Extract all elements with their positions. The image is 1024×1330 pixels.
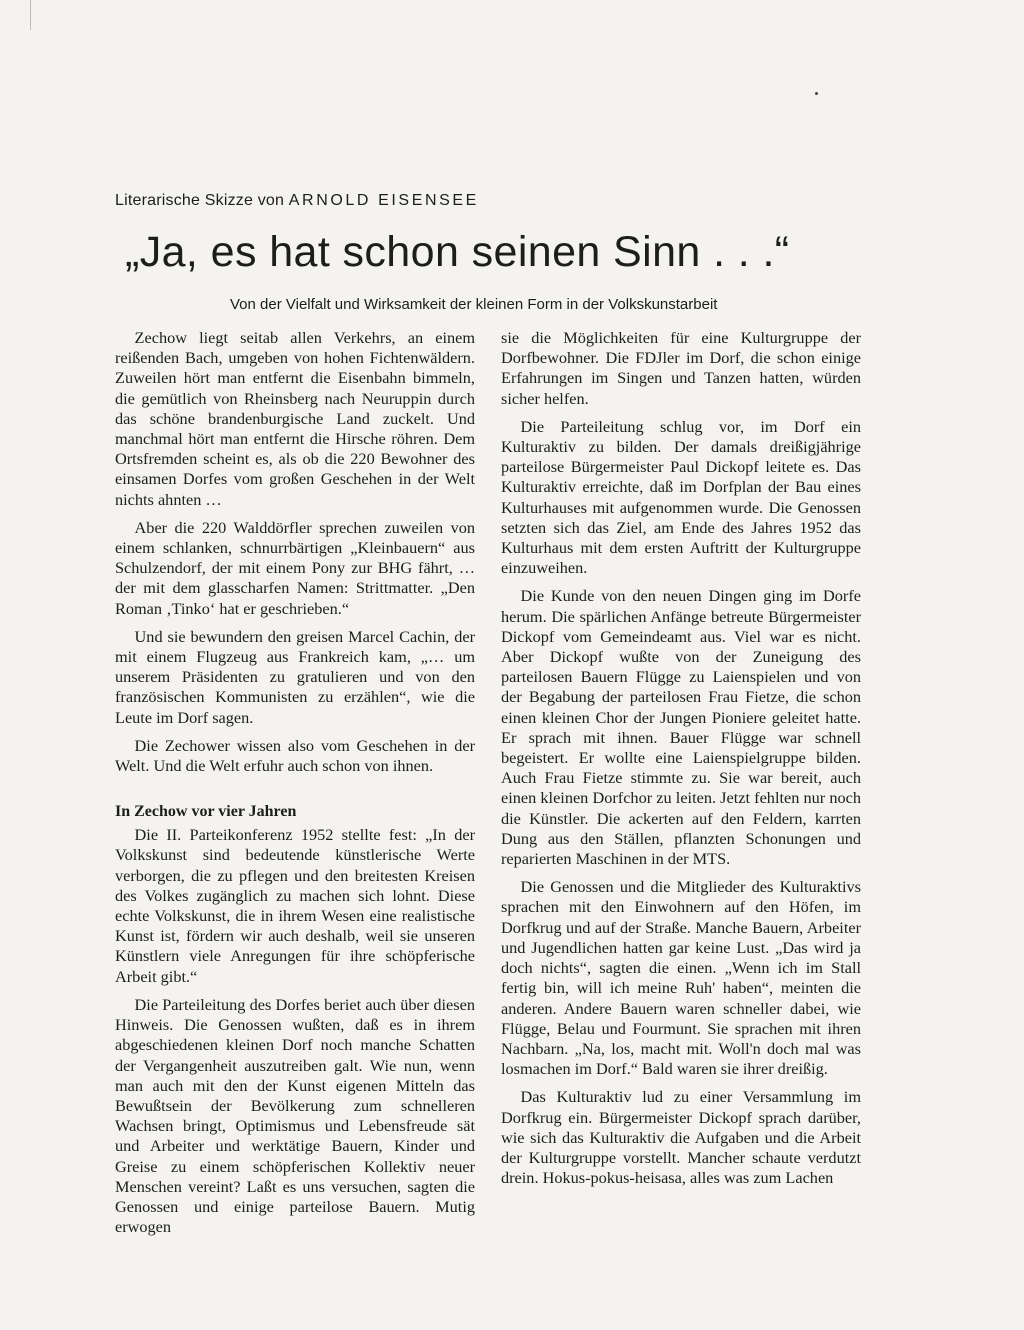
- paragraph: Die Zechower wissen also vom Geschehen in der Welt. Und die Welt erfuhr auch schon von ihnen.: [115, 735, 475, 776]
- article-title: „Ja, es hat schon seinen Sinn . . .“: [125, 228, 790, 276]
- paragraph: Die II. Parteikonferenz 1952 stellte fest: „In der Volkskunst sind bedeutende künstlerische Werte verborgen, die zu pflegen und den breitesten Kreisen des Volkes zugänglich zu machen sich lohnt. Diese echte Volkskunst, die in ihrem Wesen eine realistische Kunst ist, fördern wir auch deshalb, weil sie unseren Künstlern viele Anregungen für ihre schöpferische Arbeit gibt.“: [115, 825, 475, 986]
- article-subtitle: Von der Vielfalt und Wirksamkeit der kleinen Form in der Volkskunstarbeit: [230, 296, 718, 313]
- author-name: ARNOLD EISENSEE: [288, 192, 479, 209]
- article-kicker: [115, 192, 635, 210]
- paragraph: Die Kunde von den neuen Dingen ging im Dorfe herum. Die spärlichen Anfänge betreute Bürgermeister Dickopf vom Gemeindeamt aus. Viel war es nicht. Aber Dickopf wußte von der Zuneigung des parteilosen Bauern Flügge zu Laienspielen und von der Begabung der parteilosen Frau Fietze, die schon einen kleinen Chor der Jungen Pioniere geleitet hatte. Er sprach mit ihnen. Bauer Flügge war schnell begeistert. Er wollte eine Laienspielgruppe bilden. Auch Frau Fietze stimmte zu. Sie war bereit, auch einen kleinen Dorfchor zu leiten. Jetzt fehlten nur noch die Künstler. Die ackerten auf den Feldern, karrten Dung aus den Ställen, pflanzten Schonungen und reparierten Maschinen in der MTS.: [501, 586, 861, 869]
- paragraph: Aber die 220 Walddörfler sprechen zuweilen von einem schlanken, schnurrbärtigen „Kleinbauern“ aus Schulzendorf, der mit einem Pony zur BHG fährt, … der mit dem glasscharfen Namen: Strittmatter. „Den Roman ‚Tinko‘ hat er geschrieben.“: [115, 517, 475, 618]
- left-column: [115, 328, 475, 1245]
- paragraph: Das Kulturaktiv lud zu einer Versammlung im Dorfkrug ein. Bürgermeister Dickopf sprach darüber, wie sich das Kulturaktiv die Aufgaben und die Arbeit der Kulturgruppe vorstellt. Mancher schaute verdutzt drein. Hokus-pokus-heisasa, alles was zum Lachen: [501, 1087, 861, 1188]
- right-column: [501, 328, 861, 1196]
- section-heading: In Zechow vor vier Jahren: [115, 803, 297, 821]
- paragraph: Die Parteileitung des Dorfes beriet auch über diesen Hinweis. Die Genossen wußten, daß es in ihrem abgeschiedenen kleinen Dorf noch manche Schatten der Vergangenheit auszutreiben galt. Wie nun, wenn man auch mit den der Kunst eigenen Mitteln das Bewußtsein der Bevölkerung zum schnelleren Wachsen bringt, Optimismus und Lebensfreude sät und Arbeiter und werktätige Bauern, Kinder und Greise zu einem schöpferischen Kollektiv neuer Menschen vereint? Laßt es uns versuchen, sagten die Genossen und einige parteilose Bauern. Mutig erwogen: [115, 994, 475, 1237]
- paragraph: Zechow liegt seitab allen Verkehrs, an einem reißenden Bach, umgeben von hohen Fichtenwäldern. Zuweilen hört man entfernt die Eisenbahn bimmeln, die gemütlich von Rheinsberg nach Neuruppin durch das schöne brandenburgische Land zuckelt. Und manchmal hört man entfernt die Hirsche röhren. Dem Ortsfremden scheint es, als ob die 220 Bewohner des einsamen Dorfes vom großen Geschehen in der Welt nichts ahnten …: [115, 328, 475, 509]
- paragraph: Die Parteileitung schlug vor, im Dorf ein Kulturaktiv zu bilden. Der damals dreißigjährige parteilose Bürgermeister Paul Dickopf leitete es. Das Kulturaktiv erreichte, daß im Dorfplan der Bau eines Kulturhauses mit aufgenommen wurde. Die Genossen setzten sich das Ziel, am Ende des Jahres 1952 das Kulturhaus mit dem ersten Auftritt der Kulturgruppe einzuweihen.: [501, 416, 861, 578]
- paragraph: Und sie bewundern den greisen Marcel Cachin, der mit einem Flugzeug aus Frankreich kam, „… um unserem Präsidenten zu gratulieren und von den französischen Kommunisten zu erzählen“, wie die Leute im Dorf sagen.: [115, 626, 475, 727]
- paragraph: Die Genossen und die Mitglieder des Kulturaktivs sprachen mit den Einwohnern auf den Höfen, im Dorfkrug und auf der Straße. Manche Bauern, Arbeiter und Jugendlichen hatten gar keine Lust. „Das wird ja doch nichts“, sagten die einen. „Wenn ich im Stall fertig bin, will ich meine Ruh' haben“, meinten die anderen. Andere Bauern waren schneller dabei, wie Flügge, Belau und Fourmunt. Sie sprachen mit ihren Nachbarn. „Na, los, macht mit. Woll'n doch mal was losmachen im Dorf.“ Bald waren sie ihrer dreißig.: [501, 877, 861, 1079]
- paragraph: sie die Möglichkeiten für eine Kulturgruppe der Dorfbewohner. Die FDJler im Dorf, die schon einige Erfahrungen im Singen und Tanzen hatten, würden sicher helfen.: [501, 328, 861, 408]
- ink-speck: [815, 92, 818, 95]
- kicker-prefix: Literarische Skizze von: [115, 192, 285, 209]
- page-edge-line: [30, 0, 32, 30]
